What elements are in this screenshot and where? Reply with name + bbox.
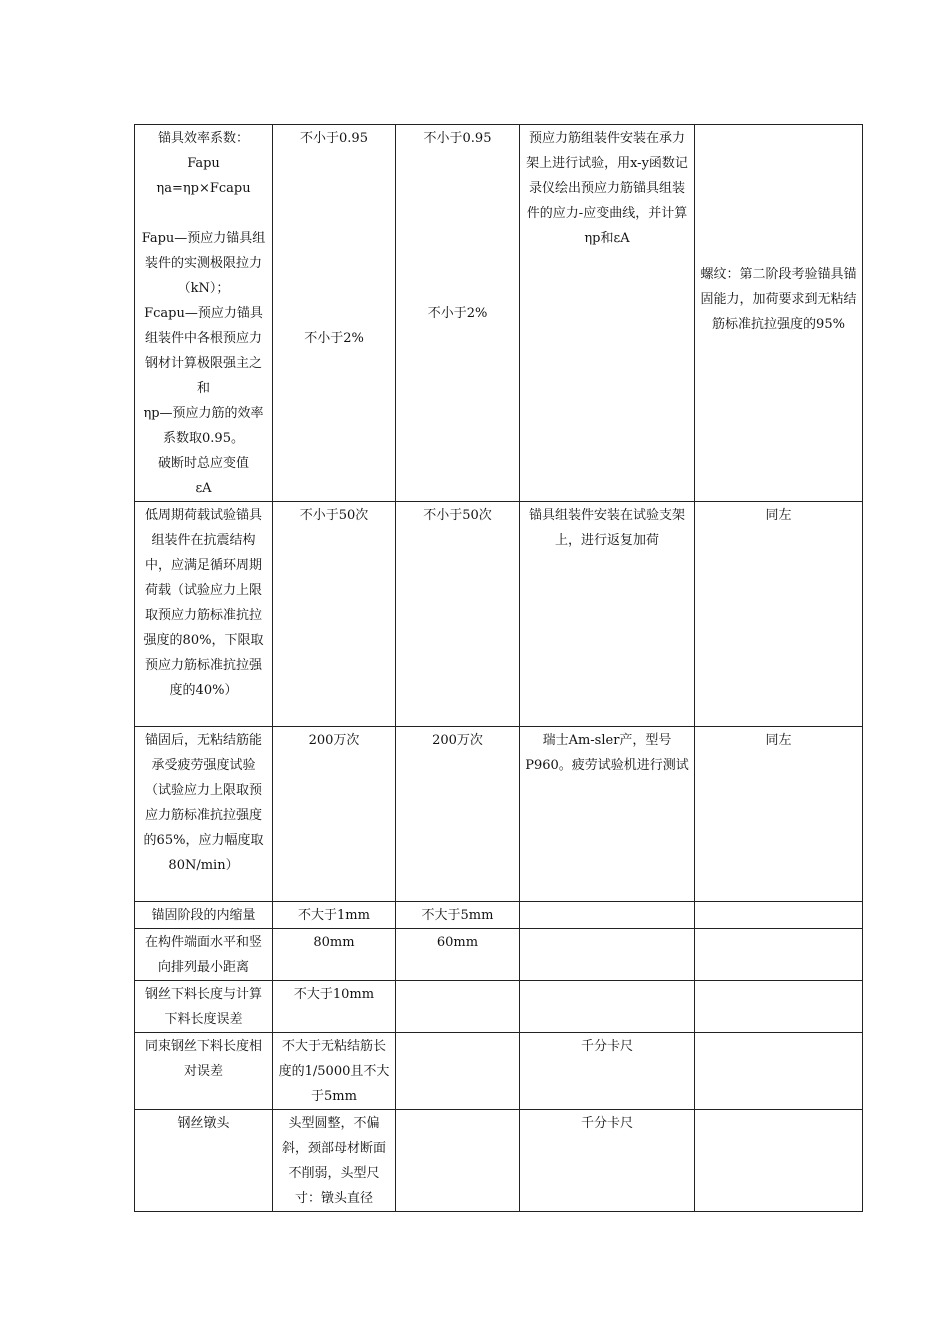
note-cell (695, 902, 863, 929)
value-cell (396, 1033, 520, 1110)
method-cell: 瑞士Am-sler产，型号P960。疲劳试验机进行测试 (520, 727, 695, 902)
value-cell (396, 981, 520, 1033)
method-cell: 锚具组装件安装在试验支架上，进行返复加荷 (520, 502, 695, 727)
table-row (135, 1033, 863, 1110)
value-top: 不小于0.95 (423, 131, 492, 146)
value-cell: 200万次 (396, 727, 520, 902)
item-cell: 钢丝下料长度与计算下料长度误差 (135, 981, 273, 1033)
value-cell (273, 125, 396, 502)
note-cell (695, 1033, 863, 1110)
note-cell: 同左 (695, 727, 863, 902)
item-cell: 低周期荷载试验锚具组装件在抗震结构中，应满足循环周期荷载（试验应力上限取预应力筋标准抗拉强度的80%，下限取预应力筋标准抗拉强度的40%） (135, 502, 273, 727)
value-bottom: 不小于2% (304, 331, 364, 346)
table-row (135, 727, 863, 902)
item-cell: 在构件端面水平和竖向排列最小距离 (135, 929, 273, 981)
note-cell (695, 929, 863, 981)
item-cell: 锚固后，无粘结筋能承受疲劳强度试验（试验应力上限取预应力筋标准抗拉强度的65%，应力幅度取80N/min） (135, 727, 273, 902)
note-cell (695, 981, 863, 1033)
table-row (135, 902, 863, 929)
value-top: 不小于0.95 (300, 131, 368, 146)
method-cell (520, 981, 695, 1033)
spec-table (134, 124, 863, 1212)
value-cell (396, 1110, 520, 1212)
value-cell: 不小于50次 (396, 502, 520, 727)
table-row (135, 502, 863, 727)
table-row (135, 125, 863, 502)
value-cell: 80mm (273, 929, 396, 981)
table-row (135, 981, 863, 1033)
value-cell (396, 125, 520, 502)
value-cell: 不小于50次 (273, 502, 396, 727)
value-cell: 不大于5mm (396, 902, 520, 929)
table-row (135, 929, 863, 981)
value-bottom: 不小于2% (427, 306, 488, 321)
value-cell: 不大于10mm (273, 981, 396, 1033)
value-cell: 60mm (396, 929, 520, 981)
method-cell: 千分卡尺 (520, 1033, 695, 1110)
value-cell: 不大于1mm (273, 902, 396, 929)
value-cell: 头型圆整，不偏斜，颈部母材断面不削弱，头型尺寸：镦头直径 (273, 1110, 396, 1212)
method-cell (520, 902, 695, 929)
method-cell (520, 929, 695, 981)
note-cell (695, 1110, 863, 1212)
value-cell: 200万次 (273, 727, 396, 902)
note-text: 螺纹：第二阶段考验锚具锚固能力，加荷要求到无粘结筋标准抗拉强度的95% (700, 267, 857, 332)
item-cell: 钢丝镦头 (135, 1110, 273, 1212)
method-cell: 千分卡尺 (520, 1110, 695, 1212)
note-cell (695, 125, 863, 502)
method-cell: 预应力筋组装件安装在承力架上进行试验，用x-y函数记录仪绘出预应力筋锚具组装件的应力-应变曲线，并计算ηp和εA (520, 125, 695, 502)
item-cell: 同束钢丝下料长度相对误差 (135, 1033, 273, 1110)
item-cell: 锚固阶段的内缩量 (135, 902, 273, 929)
item-cell: 锚具效率系数： Fapu ηa=ηp×Fcapu Fapu—预应力锚具组装件的实测极限拉力（kN）； Fcapu—预应力锚具组装件中各根预应力钢材计算极限强主之和 ηp—预应力筋的效率系数取0.95。 破断时总应变值 εA (135, 125, 273, 502)
value-cell: 不大于无粘结筋长度的1/5000且不大于5mm (273, 1033, 396, 1110)
table-row (135, 1110, 863, 1212)
note-cell: 同左 (695, 502, 863, 727)
